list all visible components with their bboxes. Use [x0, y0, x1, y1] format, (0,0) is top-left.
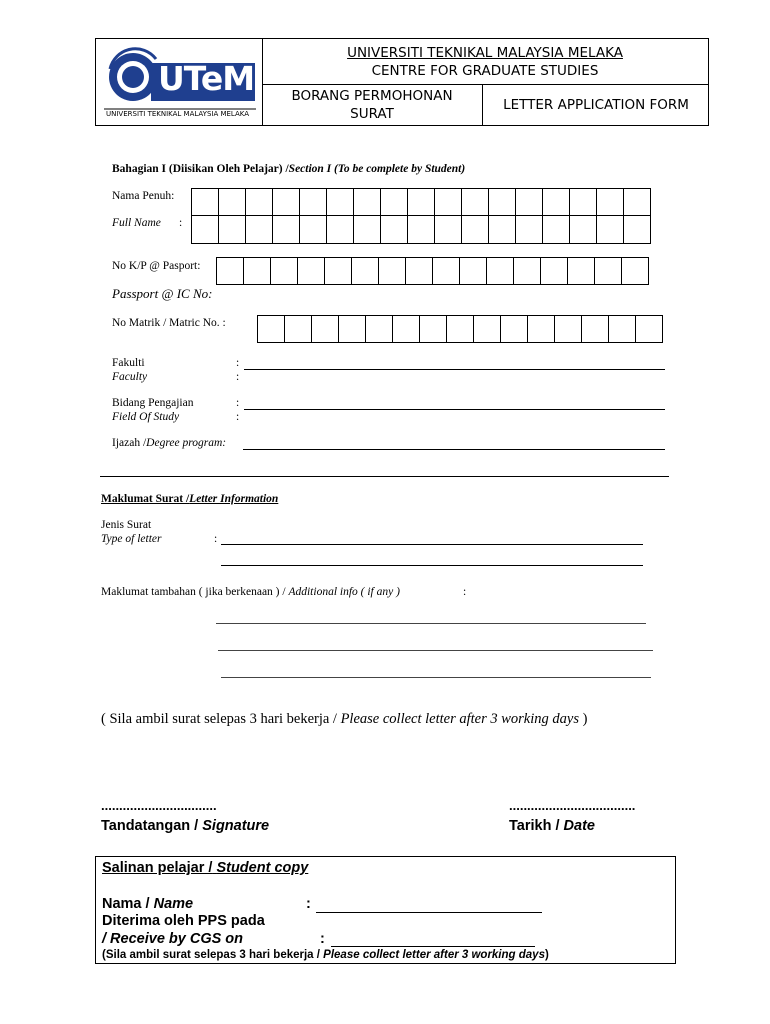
additional-info-malay: Maklumat tambahan ( jika berkenaan ) / — [101, 586, 286, 598]
field-malay-label: Bidang Pengajian — [112, 397, 194, 409]
logo-caption: UNIVERSITI TEKNIKAL MALAYSIA MELAKA — [106, 110, 250, 118]
student-copy-footer — [102, 949, 549, 961]
additional-info-label — [101, 586, 400, 598]
letter-type-english-label: Type of letter — [101, 533, 162, 545]
full-name-boxes-row1[interactable] — [192, 188, 651, 216]
utem-logo — [96, 39, 263, 125]
faculty-malay-label: Fakulti — [112, 357, 145, 369]
received-date-input-line[interactable] — [331, 946, 535, 947]
full-name-colon: : — [179, 217, 183, 229]
ic-boxes[interactable] — [217, 257, 649, 285]
letter-info-heading-english: Letter Information — [189, 493, 279, 505]
collection-note-english: Please collect letter after 3 working days — [340, 711, 579, 727]
form-header — [95, 38, 709, 126]
form-title-malay-line2: SURAT — [350, 106, 394, 122]
student-copy-footer-close: ) — [544, 949, 549, 961]
section1-heading — [112, 163, 465, 175]
collection-note — [101, 711, 587, 728]
field-colon-1: : — [236, 397, 240, 409]
letter-info-heading-malay: Maklumat Surat / — [101, 493, 190, 505]
signature-label-malay: Tandatangan / — [101, 818, 199, 834]
additional-info-line-2[interactable] — [218, 650, 653, 651]
date-label-english: Date — [563, 818, 595, 834]
letter-type-input-line-1[interactable] — [221, 544, 643, 545]
letter-type-input-line-2[interactable] — [221, 565, 643, 566]
field-colon-2: : — [236, 411, 240, 423]
form-title-english: LETTER APPLICATION FORM — [503, 97, 689, 113]
letter-type-colon: : — [214, 533, 218, 545]
student-name-colon: : — [306, 896, 311, 912]
letter-info-heading — [101, 493, 278, 505]
full-name-malay-label: Nama Penuh: — [112, 190, 175, 202]
faculty-input-line[interactable] — [244, 369, 665, 370]
student-copy-title — [102, 860, 308, 876]
student-copy-title-malay: Salinan pelajar / — [102, 860, 213, 876]
ic-english-label: Passport @ IC No: — [112, 286, 213, 301]
full-name-english-label: Full Name — [112, 217, 161, 229]
degree-label — [112, 437, 226, 449]
collection-note-close: ) — [582, 711, 588, 727]
field-input-line[interactable] — [244, 409, 665, 410]
student-copy-footer-english: Please collect letter after 3 working days — [323, 949, 545, 961]
section-divider — [100, 476, 669, 477]
faculty-colon-2: : — [236, 371, 240, 383]
degree-input-line[interactable] — [243, 449, 665, 450]
signature-label — [101, 818, 269, 834]
degree-label-english: Degree program: — [146, 437, 227, 449]
full-name-boxes-row2[interactable] — [192, 215, 651, 244]
matric-label: No Matrik / Matric No. : — [112, 317, 226, 329]
field-english-label: Field Of Study — [112, 411, 180, 423]
student-copy-footer-malay: (Sila ambil surat selepas 3 hari bekerja / — [102, 949, 320, 961]
letter-type-malay-label: Jenis Surat — [101, 519, 152, 531]
date-dots: ................................... — [509, 798, 636, 813]
received-malay-label: Diterima oleh PPS pada — [102, 913, 265, 929]
student-name-input-line[interactable] — [316, 912, 542, 913]
student-name-label — [102, 896, 193, 912]
university-name: UNIVERSITI TEKNIKAL MALAYSIA MELAKA — [347, 45, 623, 61]
student-name-label-english: Name — [153, 896, 194, 912]
centre-name: CENTRE FOR GRADUATE STUDIES — [371, 63, 599, 79]
signature-label-english: Signature — [202, 818, 270, 834]
date-label-malay: Tarikh / — [509, 818, 560, 834]
additional-info-line-3[interactable] — [221, 677, 651, 678]
degree-label-malay: Ijazah / — [112, 437, 147, 449]
ic-malay-label: No K/P @ Pasport: — [112, 260, 201, 272]
additional-info-line-1[interactable] — [216, 623, 646, 624]
faculty-english-label: Faculty — [112, 371, 148, 383]
section1-heading-malay: Bahagian I (Diisikan Oleh Pelajar) / — [112, 163, 289, 175]
form-title-malay-line1: BORANG PERMOHONAN — [291, 88, 453, 104]
received-colon: : — [320, 931, 325, 947]
matric-boxes[interactable] — [258, 315, 663, 343]
collection-note-malay: ( Sila ambil surat selepas 3 hari bekerja / — [101, 711, 337, 727]
student-copy-title-english: Student copy — [216, 860, 309, 876]
received-english-label: / Receive by CGS on — [102, 931, 244, 947]
form-title-malay — [262, 85, 483, 125]
student-name-label-malay: Nama / — [102, 896, 150, 912]
section1-heading-english: Section I (To be complete by Student) — [288, 163, 466, 175]
additional-info-english: Additional info ( if any ) — [288, 586, 400, 598]
additional-info-colon: : — [463, 586, 467, 598]
university-title — [262, 39, 708, 85]
signature-dots: ................................ — [101, 798, 217, 813]
date-label — [509, 818, 595, 834]
logo-text: UTeM — [158, 59, 255, 98]
faculty-colon-1: : — [236, 357, 240, 369]
